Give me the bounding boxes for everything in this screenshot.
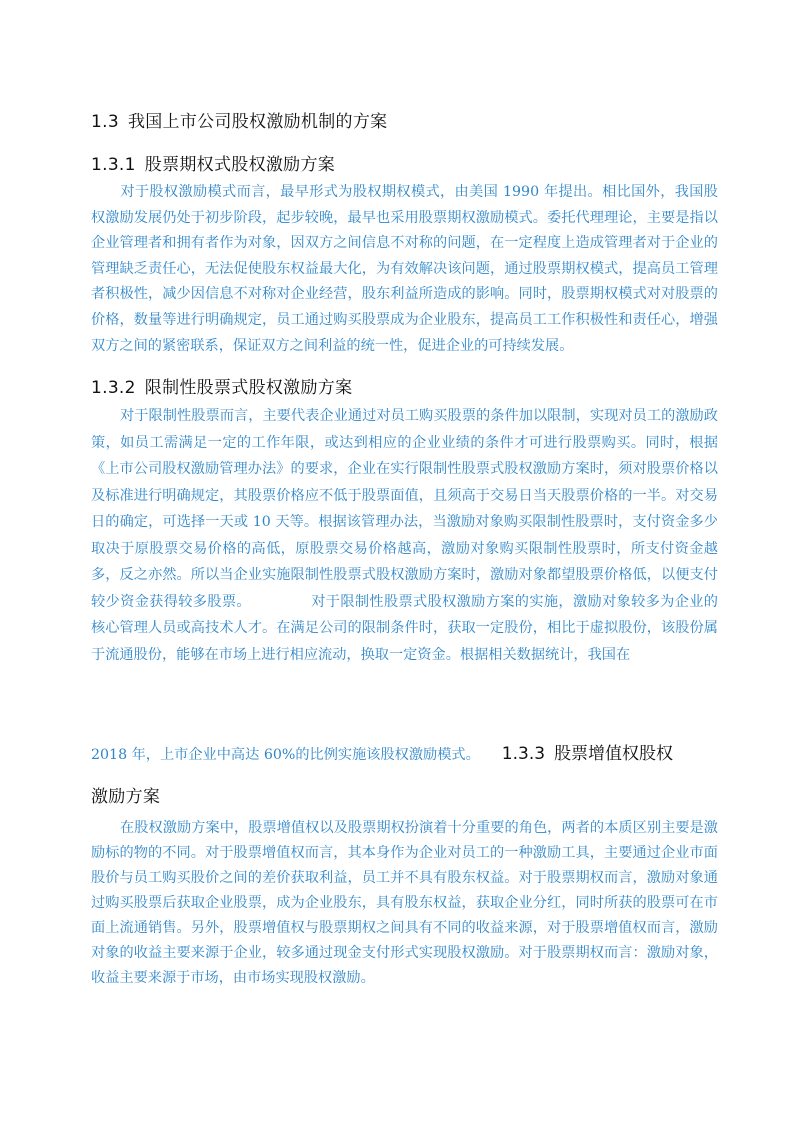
section-title-part1: 股票增值权股权	[554, 744, 674, 764]
paragraph-text: 对于股权激励模式而言，最早形式为股权期权模式，由美国 1990 年提出。相比国外，我国股权激励发展仍处于初步阶段，起步较晚，最早也采用股票期权激励模式。委托代理理论，主要是指以企业管理者和拥有者作为对象，因双方之间信息不对称的问题，在一定程度上造成管理者对于企业的管理缺乏责任心，无法促使股东权益最大化，为有效解决该问题，通过股票期权模式，提高员工管理者积极性，减少因信息不对称对企业经营，股东利益所造成的影响。同时，股票期权模式对对股票的价格，数量等进行明确规定，员工通过购买股票成为企业股东，提高员工工作积极性和责任心，增强双方之间的紧密联系，保证双方之间利益的统一性，促进企业的可持续发展。	[91, 184, 718, 354]
section-number: 1.3.2	[91, 378, 136, 398]
section-heading-1-3-3-continued	[91, 782, 160, 807]
paragraph-text: 2018 年，上市企业中高达 60%的比例实施该股权激励模式。	[91, 747, 480, 763]
section-number: 1.3.3	[501, 744, 546, 764]
paragraph-1-3-3	[91, 816, 718, 991]
section-heading-1-3	[91, 107, 387, 132]
paragraph-1-3-2-last-line	[91, 741, 718, 768]
section-heading-1-3-3-inline	[502, 744, 673, 764]
section-number: 1.3	[91, 112, 119, 132]
section-title: 我国上市公司股权激励机制的方案	[127, 112, 388, 132]
paragraph-text: 在股权激励方案中，股票增值权以及股票期权扮演着十分重要的角色，两者的本质区别主要是激励标的物的不同。对于股票增值权而言，其本身作为企业对员工的一种激励工具，主要通过企业市面股价与员工购买股价之间的差价获取利益，员工并不具有股东权益。对于股票期权而言，激励对象通过购买股票后获取企业股票，成为企业股东，具有股东权益，获取企业分红，同时所获的股票可在市面上流通销售。另外，股票增值权与股票期权之间具有不同的收益来源，对于股票增值权而言，激励对象的收益主要来源于企业，较多通过现金支付形式实现股权激励。对于股票期权而言：激励对象，收益主要来源于市场，由市场实现股权激励。	[91, 820, 718, 986]
section-number: 1.3.1	[91, 155, 136, 175]
section-title: 限制性股票式股权激励方案	[144, 378, 353, 398]
section-title: 股票期权式股权激励方案	[144, 155, 336, 175]
section-title-part2: 激励方案	[91, 787, 161, 807]
paragraph-1-3-1	[91, 180, 718, 359]
section-heading-1-3-1	[91, 150, 335, 175]
paragraph-text-continued: 对于限制性股票式股权激励方案的实施，激励对象较多为企业的核心管理人员或高技术人才。在满足公司的限制条件时，获取一定股份，相比于虚拟股份，该股份属于流通股份，能够在市场上进行相应流动，换取一定资金。根据相关数据统计，我国在	[91, 593, 718, 663]
paragraph-1-3-2	[91, 403, 718, 668]
section-heading-1-3-2	[91, 373, 352, 398]
paragraph-text: 对于限制性股票而言，主要代表企业通过对员工购买股票的条件加以限制，实现对员工的激励政策，如员工需满足一定的工作年限，或达到相应的企业业绩的条件才可进行股票购买。同时，根据《上市公司股权激励管理办法》的要求，企业在实行限制性股票式股权激励方案时，须对股票价格以及标准进行明确规定，其股票价格应不低于股票面值，且须高于交易日当天股票价格的一半。对交易日的确定，可选择一天或 10 天等。根据该管理办法，当激励对象购买限制性股票时，支付资金多少取决于原股票交易价格的高低，原股票交易价格越高，激励对象购买限制性股票时，所支付资金越多，反之亦然。所以当企业实施限制性股票式股权激励方案时，激励对象都望股票价格低，以便支付较少资金获得较多股票。	[91, 408, 718, 610]
